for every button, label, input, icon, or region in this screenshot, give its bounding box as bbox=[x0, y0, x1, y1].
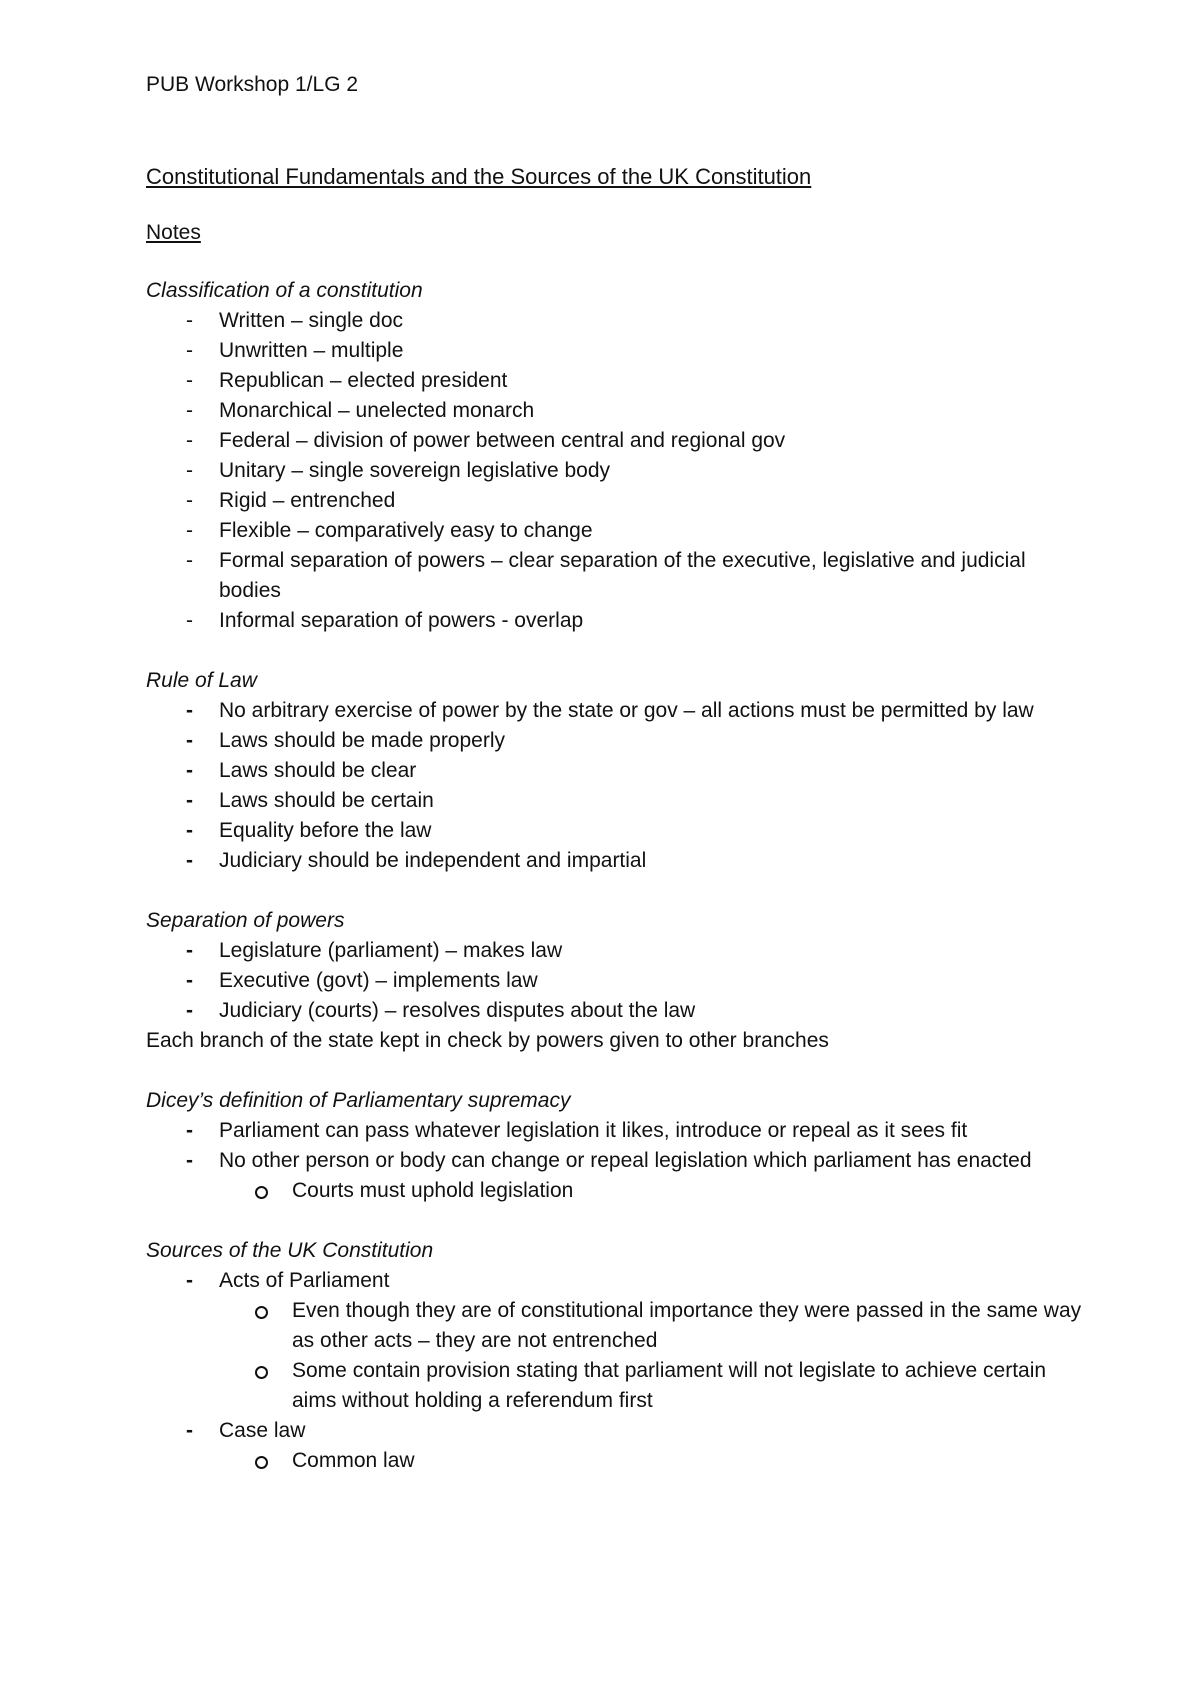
dash-bullet: - bbox=[186, 759, 193, 782]
section-parliamentary-supremacy bbox=[146, 1086, 1086, 1206]
dash-bullet: - bbox=[186, 999, 193, 1022]
circle-bullet-icon bbox=[255, 1456, 268, 1469]
sub-list-item bbox=[219, 1176, 1086, 1206]
dash-bullet: - bbox=[186, 1269, 193, 1292]
sub-list-item bbox=[219, 1296, 1086, 1356]
list-item bbox=[146, 396, 1086, 426]
list-item bbox=[146, 786, 1086, 816]
circle-bullet-icon bbox=[255, 1186, 268, 1199]
dash-bullet: - bbox=[186, 1419, 193, 1442]
list-item-text: Laws should be clear bbox=[219, 759, 417, 782]
page-header: PUB Workshop 1/LG 2 bbox=[146, 73, 359, 96]
dash-bullet: - bbox=[186, 549, 193, 572]
dash-bullet: - bbox=[186, 939, 193, 962]
list-item bbox=[146, 696, 1086, 726]
section-title: Separation of powers bbox=[146, 909, 345, 932]
list-item bbox=[146, 846, 1086, 876]
list-item-text: Rigid – entrenched bbox=[219, 489, 396, 512]
dash-bullet: - bbox=[186, 969, 193, 992]
section-note: Each branch of the state kept in check by powers given to other branches bbox=[146, 1029, 829, 1052]
sub-list-item-text: Some contain provision stating that parliament will not legislate to achieve certain aims without holding a referendum first bbox=[292, 1359, 1047, 1412]
sub-list-item-text: Even though they are of constitutional importance they were passed in the same way as other acts – they are not entrenched bbox=[292, 1299, 1082, 1352]
section-classification bbox=[146, 276, 1086, 636]
list-item bbox=[146, 306, 1086, 336]
list-item bbox=[146, 1266, 1086, 1416]
list-item-text: Flexible – comparatively easy to change bbox=[219, 519, 593, 542]
dash-bullet: - bbox=[186, 729, 193, 752]
dash-bullet: - bbox=[186, 369, 193, 392]
list-item bbox=[146, 1416, 1086, 1476]
list-item-text: Laws should be certain bbox=[219, 789, 434, 812]
sub-list-item bbox=[219, 1356, 1086, 1416]
dash-bullet: - bbox=[186, 849, 193, 872]
dash-bullet: - bbox=[186, 489, 193, 512]
section-sources bbox=[146, 1236, 1086, 1476]
list-item bbox=[146, 966, 1086, 996]
list-item bbox=[146, 816, 1086, 846]
list-item-text: Written – single doc bbox=[219, 309, 404, 332]
section-rule-of-law bbox=[146, 666, 1086, 876]
list-item bbox=[146, 606, 1086, 636]
list-item bbox=[146, 726, 1086, 756]
dash-bullet: - bbox=[186, 339, 193, 362]
dash-bullet: - bbox=[186, 789, 193, 812]
list-item bbox=[146, 1116, 1086, 1146]
list-item-text: Judiciary should be independent and impartial bbox=[219, 849, 647, 872]
bullet-list bbox=[146, 936, 1086, 1026]
sub-list-item-text: Common law bbox=[292, 1449, 415, 1472]
list-item bbox=[146, 546, 1086, 606]
dash-bullet: - bbox=[186, 819, 193, 842]
list-item bbox=[146, 456, 1086, 486]
circle-bullet-icon bbox=[255, 1366, 268, 1379]
list-item-text: No other person or body can change or repeal legislation which parliament has enacted bbox=[219, 1149, 1032, 1172]
section-separation-of-powers bbox=[146, 906, 1086, 1056]
document-body bbox=[146, 70, 1086, 1506]
list-item bbox=[146, 1146, 1086, 1206]
dash-bullet: - bbox=[186, 1119, 193, 1142]
list-item-text: Parliament can pass whatever legislation it likes, introduce or repeal as it sees fit bbox=[219, 1119, 968, 1142]
dash-bullet: - bbox=[186, 399, 193, 422]
section-title: Rule of Law bbox=[146, 669, 257, 692]
section-title: Sources of the UK Constitution bbox=[146, 1239, 434, 1262]
circle-bullet-icon bbox=[255, 1306, 268, 1319]
list-item-text: Executive (govt) – implements law bbox=[219, 969, 538, 992]
dash-bullet: - bbox=[186, 1149, 193, 1172]
list-item-text: No arbitrary exercise of power by the state or gov – all actions must be permitted by law bbox=[219, 699, 1034, 722]
sub-list-item bbox=[219, 1446, 1086, 1476]
notes-label: Notes bbox=[146, 221, 201, 244]
bullet-list bbox=[146, 306, 1086, 636]
list-item-text: Judiciary (courts) – resolves disputes about the law bbox=[219, 999, 696, 1022]
dash-bullet: - bbox=[186, 609, 193, 632]
list-item bbox=[146, 426, 1086, 456]
list-item-text: Laws should be made properly bbox=[219, 729, 506, 752]
list-item-text: Republican – elected president bbox=[219, 369, 508, 392]
dash-bullet: - bbox=[186, 429, 193, 452]
list-item-text: Legislature (parliament) – makes law bbox=[219, 939, 563, 962]
sub-bullet-list bbox=[219, 1296, 1086, 1416]
dash-bullet: - bbox=[186, 699, 193, 722]
dash-bullet: - bbox=[186, 519, 193, 542]
list-item-text: Monarchical – unelected monarch bbox=[219, 399, 535, 422]
sub-list-item-text: Courts must uphold legislation bbox=[292, 1179, 574, 1202]
section-title: Dicey’s definition of Parliamentary supremacy bbox=[146, 1089, 571, 1112]
bullet-list bbox=[146, 696, 1086, 876]
list-item-text: Informal separation of powers - overlap bbox=[219, 609, 584, 632]
list-item-text: Unwritten – multiple bbox=[219, 339, 404, 362]
document-title: Constitutional Fundamentals and the Sources of the UK Constitution bbox=[146, 164, 812, 189]
list-item bbox=[146, 336, 1086, 366]
list-item bbox=[146, 516, 1086, 546]
list-item-text: Unitary – single sovereign legislative body bbox=[219, 459, 611, 482]
list-item bbox=[146, 756, 1086, 786]
list-item-text: Acts of Parliament bbox=[219, 1269, 390, 1292]
list-item bbox=[146, 366, 1086, 396]
list-item-text: Formal separation of powers – clear separation of the executive, legislative and judicial bodies bbox=[219, 549, 1026, 602]
bullet-list bbox=[146, 1266, 1086, 1476]
list-item bbox=[146, 486, 1086, 516]
list-item-text: Equality before the law bbox=[219, 819, 432, 842]
list-item-text: Case law bbox=[219, 1419, 306, 1442]
list-item bbox=[146, 936, 1086, 966]
dash-bullet: - bbox=[186, 309, 193, 332]
bullet-list bbox=[146, 1116, 1086, 1206]
list-item-text: Federal – division of power between central and regional gov bbox=[219, 429, 786, 452]
dash-bullet: - bbox=[186, 459, 193, 482]
section-title: Classification of a constitution bbox=[146, 279, 423, 302]
sub-bullet-list bbox=[219, 1446, 1086, 1476]
sub-bullet-list bbox=[219, 1176, 1086, 1206]
list-item bbox=[146, 996, 1086, 1026]
